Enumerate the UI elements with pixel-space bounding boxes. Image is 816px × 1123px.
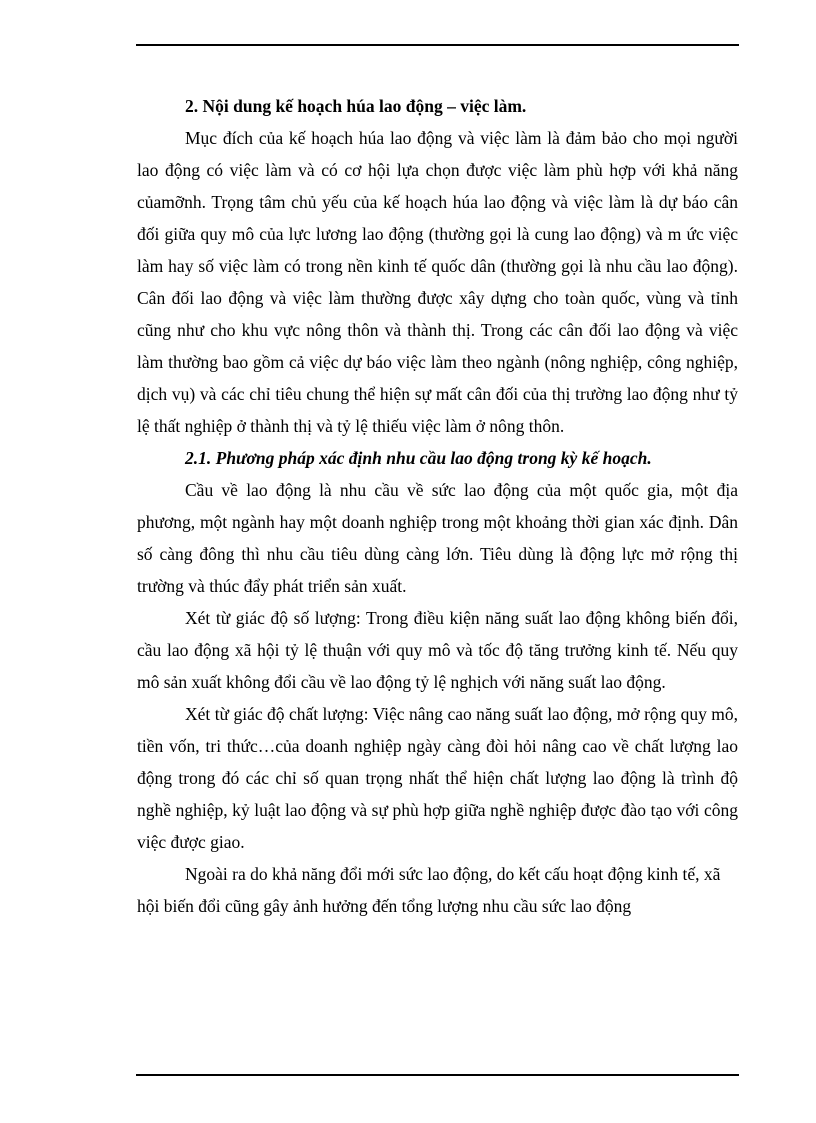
page-content: [137, 90, 738, 922]
body-paragraph: Xét từ giác độ số lượng: Trong điều kiện năng suất lao động không biến đổi, cầu lao động xã hội tỷ lệ thuận với quy mô và tốc độ tăng trưởng kinh tế. Nếu quy mô sản xuất không đổi cầu về lao động tỷ lệ nghịch với năng suất lao động.: [137, 608, 738, 692]
body-paragraph: Cầu về lao động là nhu cầu về sức lao động của một quốc gia, một địa phương, một ngành hay một doanh nghiệp trong một khoảng thời gian xác định. Dân số càng đông thì nhu cầu tiêu dùng càng lớn. Tiêu dùng là động lực mở rộng thị trường và thúc đẩy phát triển sản xuất.: [137, 480, 738, 596]
section-heading: 2. Nội dung kế hoạch húa lao động – việc làm.: [185, 96, 527, 116]
body-paragraph: Xét từ giác độ chất lượng: Việc nâng cao năng suất lao động, mở rộng quy mô, tiền vốn, tri thức…của doanh nghiệp ngày càng đòi hỏi nâng cao về chất lượng lao động trong đó các chỉ số quan trọng nhất thể hiện chất lượng lao động là trình độ nghề nghiệp, kỷ luật lao động và sự phù hợp giữa nghề nghiệp được đào tạo với công việc được giao.: [137, 704, 738, 852]
subsection-heading: 2.1. Phương pháp xác định nhu cầu lao động trong kỳ kế hoạch.: [185, 448, 652, 468]
header-rule: [136, 44, 739, 46]
body-paragraph: Ngoài ra do khả năng đổi mới sức lao động, do kết cấu hoạt động kinh tế, xã hội biến đổi cũng gây ảnh hưởng đến tổng lượng nhu cầu sức lao động: [137, 864, 721, 916]
body-paragraph: Mục đích của kế hoạch húa lao động và việc làm là đảm bảo cho mọi người lao động có việc làm và có cơ hội lựa chọn được việc làm phù hợp với khả năng củamỡnh. Trọng tâm chủ yếu của kế hoạch húa lao động và việc làm là dự báo cân đối giữa quy mô của lực lương lao động (thường gọi là cung lao động) và m ức việc làm hay số việc làm có trong nền kinh tế quốc dân (thường gọi là nhu cầu lao động). Cân đối lao động và việc làm thường được xây dựng cho toàn quốc, vùng và tỉnh cũng như cho khu vực nông thôn và thành thị. Trong các cân đối lao động và việc làm thường bao gồm cả việc dự báo việc làm theo ngành (nông nghiệp, công nghiệp, dịch vụ) và các chỉ tiêu chung thể hiện sự mất cân đối của thị trường lao động như tỷ lệ thất nghiệp ở thành thị và tỷ lệ thiếu việc làm ở nông thôn.: [137, 128, 738, 436]
footer-rule: [136, 1074, 739, 1076]
